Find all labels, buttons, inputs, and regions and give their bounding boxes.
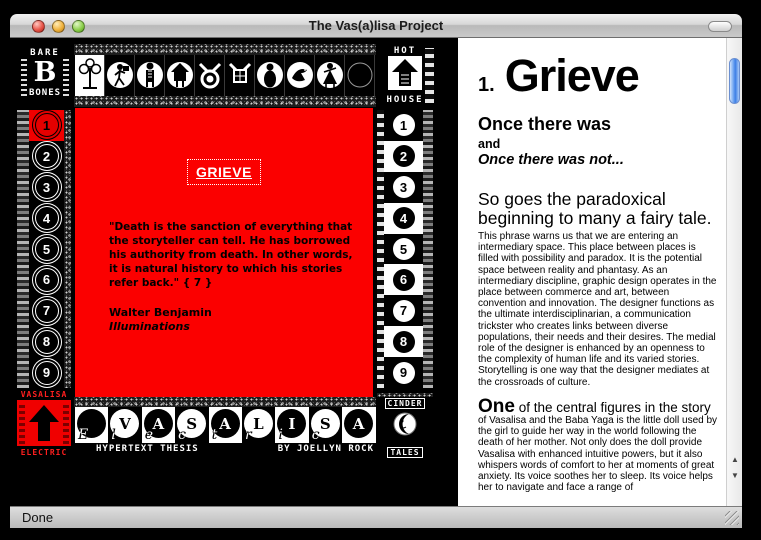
moon-face-icon	[392, 411, 418, 437]
vertical-scrollbar[interactable]	[726, 38, 742, 506]
film-strip-ornament	[377, 110, 384, 388]
birch-tree-icon[interactable]	[75, 55, 105, 96]
opening-line-1: Once there was	[478, 114, 612, 134]
section-6-link[interactable]: 6	[384, 264, 423, 295]
status-bar	[10, 506, 742, 528]
quote-text: "Death is the sanction of everything that the storyteller can tell. He has borrowed his authority from death. In other words, it is natural history to which his stories refer back." { 7 }	[109, 221, 353, 289]
ornament-left	[21, 57, 27, 96]
body-paragraph-1: This phrase warns us that we are entering an intermediary space. This place between places is filled with possibility and paradox. It is the potential space between reality and phantasy. As an intermediary discipline, graphic design operates in the place between commerce and art, between convention and innovation. The designer functions as the ultimate interdisciplinarian, a communication trickster who creates links between diverse populations, their needs and their desires. The medial role of the designer is enhanced by an openness to the complexity of human life and its varied stories. Storytelling is one way that the designer mediates at the crossroads of culture.	[478, 231, 717, 388]
opening-line-2: and	[478, 137, 501, 151]
paragraph-lead-word: One	[478, 395, 515, 417]
navigation-frame	[13, 38, 458, 506]
logo-tile[interactable]: S c	[309, 407, 342, 443]
window-title: The Vas(a)lisa Project	[308, 18, 444, 33]
logo-tile[interactable]: S c	[175, 407, 208, 443]
section-9-link[interactable]: 9	[384, 357, 423, 388]
byline-label: BY JOELLYN ROCK	[277, 444, 374, 454]
dark-moon-icon[interactable]	[345, 55, 375, 96]
ornament-right	[63, 57, 69, 96]
browser-content	[10, 38, 742, 506]
logo-tile[interactable]: V l	[108, 407, 141, 443]
chapter-4-link[interactable]: 4	[29, 203, 64, 234]
section-2-link[interactable]: 2	[384, 141, 423, 172]
opening-line-3: Once there was not...	[478, 152, 624, 168]
vasalisa-electric-link[interactable]	[17, 400, 71, 446]
hot-house-top-label: HOT	[393, 46, 417, 56]
ornament-band	[377, 393, 433, 397]
paragraph-lead-phrase: of the central figures in the story	[514, 399, 711, 415]
grieve-link[interactable]: GRIEVE	[192, 164, 256, 180]
resize-grip[interactable]	[725, 511, 739, 525]
tales-label: TALES	[387, 447, 422, 458]
logo-tile[interactable]: A t	[209, 407, 242, 443]
hot-house-bottom-label: HOUSE	[386, 95, 424, 105]
grieve-panel	[75, 108, 373, 398]
quote-author: Walter Benjamin	[109, 306, 212, 319]
chain-ornament	[423, 110, 433, 388]
section-4-link[interactable]: 4	[384, 203, 423, 234]
ornament-band-bottom	[74, 96, 376, 107]
hot-house-link[interactable]	[382, 44, 442, 107]
logo-tile[interactable]: A e	[142, 407, 175, 443]
scroll-down-button[interactable]: ▼	[731, 471, 739, 480]
chapter-8-link[interactable]: 8	[29, 326, 64, 357]
cinder-tales-link[interactable]	[377, 393, 433, 455]
logo-tile[interactable]: I i	[275, 407, 308, 443]
bare-bones-link[interactable]	[17, 44, 73, 109]
logo-tile[interactable]: A	[342, 407, 375, 443]
chapter-text-frame	[458, 38, 726, 506]
paragraph-body: of Vasalisa and the Baba Yaga is the little doll used by the girl to guide her way in the world following the death of her mother. Not only does the doll provide Vasalisa with enhanced intuitive powers, but it also whispers words of comfort to her at moments of great anxiety. Its voice soothes her to sleep. Its voice helps her to navigate and face a range of	[478, 415, 718, 494]
ornament-left	[19, 402, 25, 444]
ornament-band-top	[74, 44, 376, 55]
chapter-3-link[interactable]: 3	[29, 172, 64, 203]
electric-label: ELECTRIC	[20, 448, 68, 457]
browser-window	[10, 14, 742, 528]
section-3-link[interactable]: 3	[384, 172, 423, 203]
raven-icon[interactable]	[285, 55, 315, 96]
ornament-band-top	[74, 397, 376, 407]
hypertext-thesis-label: HYPERTEXT THESIS	[96, 444, 199, 454]
chapter-6-link[interactable]: 6	[29, 264, 64, 295]
ornament-right	[63, 402, 69, 444]
shrouded-figure-icon[interactable]	[255, 55, 285, 96]
hut-on-legs-icon[interactable]	[165, 55, 195, 96]
section-5-link[interactable]: 5	[384, 234, 423, 265]
body-paragraph-2	[478, 395, 718, 494]
chapter-9-link[interactable]: 9	[29, 357, 64, 388]
title-bar[interactable]	[10, 14, 742, 38]
chapter-7-link[interactable]: 7	[29, 295, 64, 326]
chain-ornament	[17, 110, 29, 388]
chapter-5-link[interactable]: 5	[29, 234, 64, 265]
scroll-up-button[interactable]: ▲	[731, 455, 739, 464]
hands-with-ring-icon[interactable]	[195, 55, 225, 96]
chapter-1-link-active[interactable]: 1	[29, 110, 64, 141]
chapter-nav-left	[17, 110, 71, 388]
vasalisa-electric-logo	[74, 397, 376, 459]
logo-tile[interactable]: L r	[242, 407, 275, 443]
section-subhead: So goes the paradoxical beginning to many a fairy tale.	[478, 189, 712, 228]
quote-source: Illuminations	[109, 320, 190, 333]
chapter-nav-right	[377, 110, 433, 388]
section-1-link[interactable]: 1	[384, 110, 423, 141]
bare-bones-top-label: BARE	[30, 48, 60, 58]
edge-ornament	[64, 110, 71, 388]
logo-tile[interactable]: E	[75, 407, 108, 443]
walking-figure-icon[interactable]	[105, 55, 135, 96]
benjamin-quote-block	[109, 220, 353, 334]
bare-bones-letter: B	[33, 57, 57, 88]
scrollbar-thumb[interactable]	[729, 58, 740, 104]
patterned-figure-icon[interactable]	[135, 55, 165, 96]
section-7-link[interactable]: 7	[384, 295, 423, 326]
bare-bones-bottom-label: BONES	[28, 88, 62, 98]
section-8-link[interactable]: 8	[384, 326, 423, 357]
status-text: Done	[22, 510, 54, 525]
top-icon-strip	[74, 44, 376, 107]
toolbar-toggle-button[interactable]	[708, 21, 732, 32]
hands-with-frame-icon[interactable]	[225, 55, 255, 96]
dancing-figure-icon[interactable]	[315, 55, 345, 96]
chapter-title: Grieve	[504, 50, 639, 101]
cinder-label: CINDER	[385, 398, 426, 409]
chapter-2-link[interactable]: 2	[29, 141, 64, 172]
house-arrow-icon	[388, 56, 422, 90]
chapter-number: 1.	[478, 74, 495, 96]
vasalisa-label: VASALISA	[20, 390, 68, 399]
